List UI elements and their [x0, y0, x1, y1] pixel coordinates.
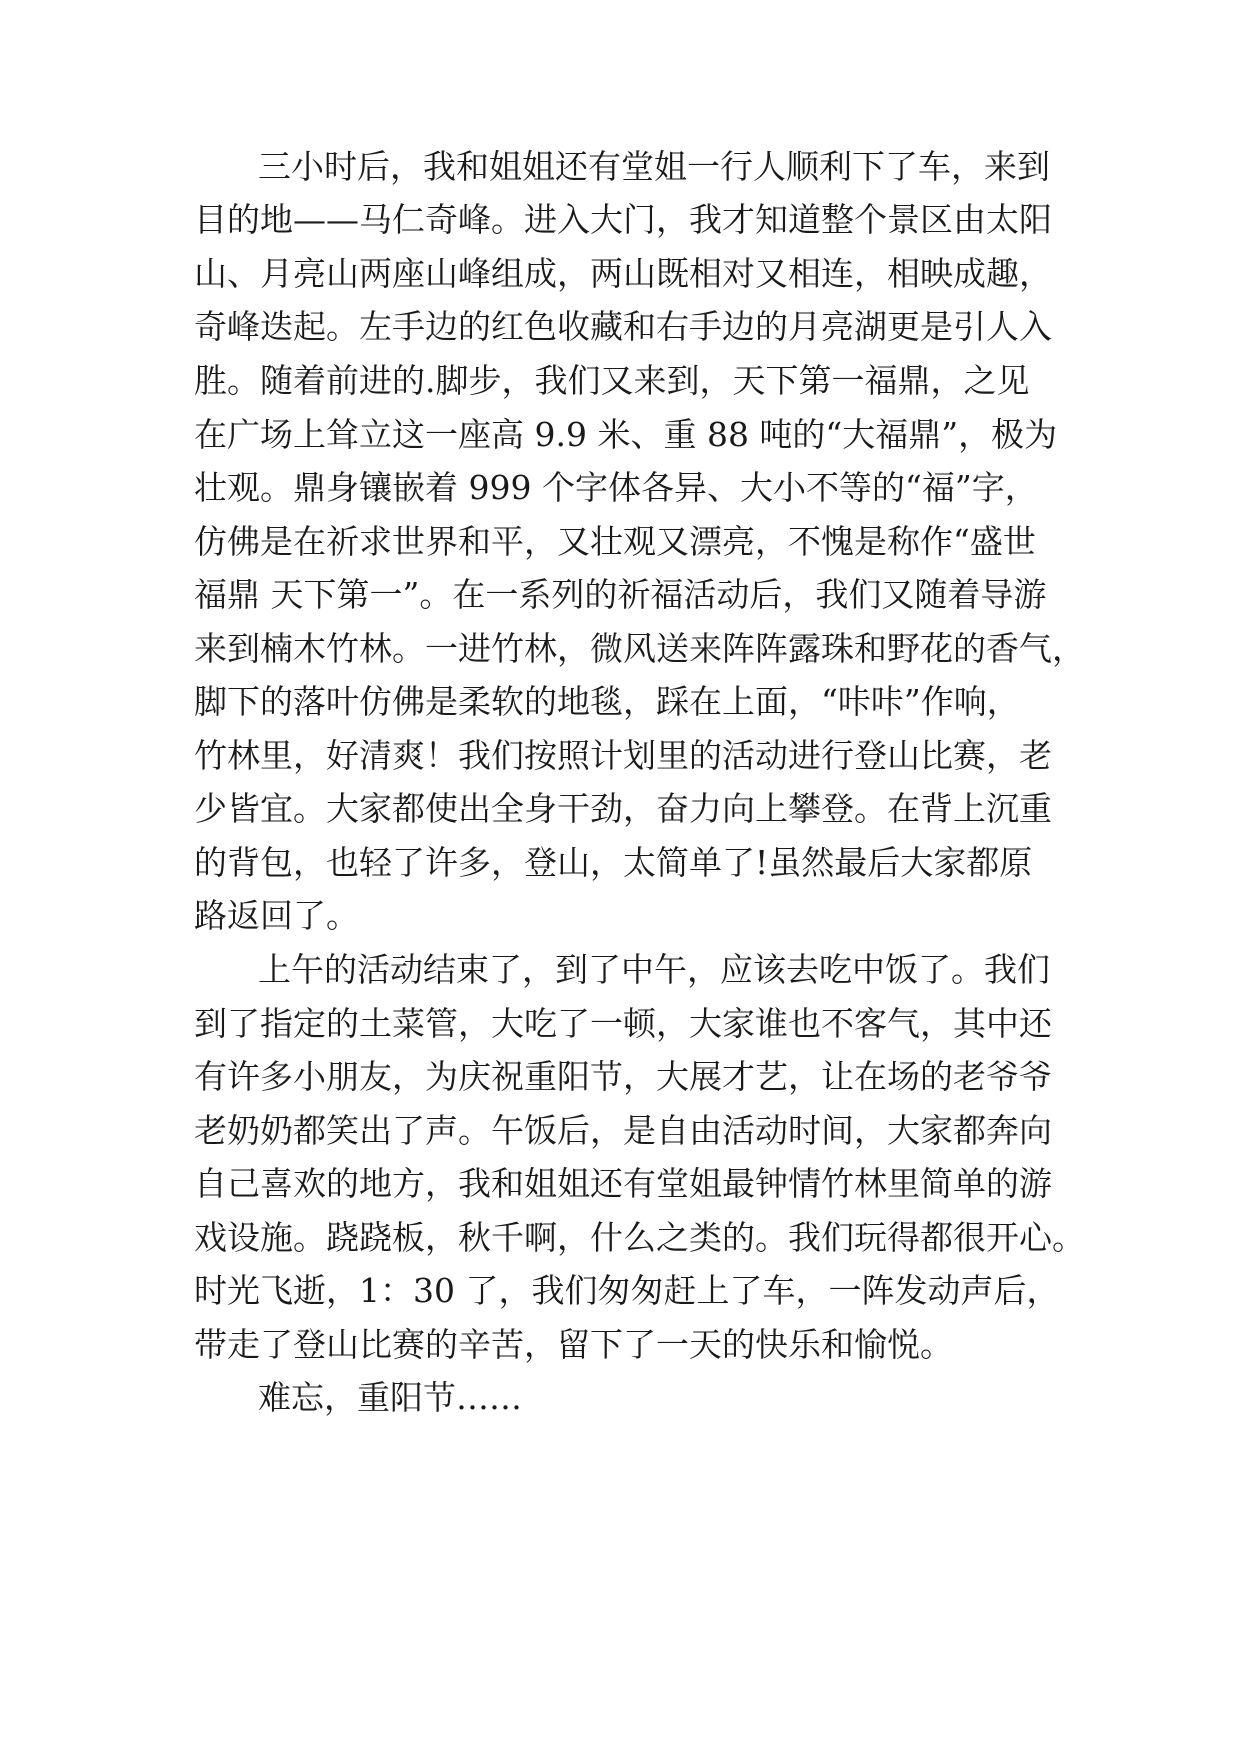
text-line: 上午的活动结束了，到了中午，应该去吃中饭了。我们: [258, 950, 1050, 989]
text-line: 竹林里，好清爽！我们按照计划里的活动进行登山比赛，老: [194, 736, 1052, 775]
text-line: 到了指定的土菜管，大吃了一顿，大家谁也不客气，其中还: [194, 1004, 1052, 1043]
text-line: 山、月亮山两座山峰组成，两山既相对又相连，相映成趣，: [194, 254, 1052, 293]
text-line: 三小时后，我和姐姐还有堂姐一行人顺利下了车，来到: [258, 147, 1050, 186]
text-line: 带走了登山比赛的辛苦，留下了一天的快乐和愉悦。: [194, 1325, 953, 1364]
text-line: 难忘，重阳节……: [258, 1378, 522, 1417]
text-line: 自己喜欢的地方，我和姐姐还有堂姐最钟情竹林里简单的游: [194, 1164, 1052, 1203]
text-line: 的背包，也轻了许多，登山，太简单了!虽然最后大家都原: [194, 843, 1033, 882]
text-line: 来到楠木竹林。一进竹林，微风送来阵阵露珠和野花的香气，: [194, 629, 1085, 668]
text-line: 胜。随着前进的.脚步，我们又来到，天下第一福鼎，之见: [194, 361, 1030, 400]
text-line: 时光飞逝，1：30 了，我们匆匆赶上了车，一阵发动声后，: [194, 1271, 1060, 1310]
text-line: 奇峰迭起。左手边的红色收藏和右手边的月亮湖更是引人入: [194, 307, 1052, 346]
text-line: 路返回了。: [194, 896, 359, 935]
text-line: 有许多小朋友，为庆祝重阳节，大展才艺，让在场的老爷爷: [194, 1057, 1052, 1096]
text-line: 仿佛是在祈求世界和平，又壮观又漂亮，不愧是称作“盛世: [194, 522, 1036, 561]
text-line: 在广场上耸立这一座高 9.9 米、重 88 吨的“大福鼎”，极为: [194, 415, 1058, 454]
text-line: 戏设施。跷跷板，秋千啊，什么之类的。我们玩得都很开心。: [194, 1218, 1085, 1257]
text-line: 福鼎 天下第一”。在一系列的祈福活动后，我们又随着导游: [194, 575, 1047, 614]
text-line: 老奶奶都笑出了声。午饭后，是自由活动时间，大家都奔向: [194, 1111, 1052, 1150]
text-line: 少皆宜。大家都使出全身干劲，奋力向上攀登。在背上沉重: [194, 789, 1052, 828]
text-line: 壮观。鼎身镶嵌着 999 个字体各异、大小不等的“福”字，: [194, 468, 1038, 507]
text-line: 目的地——马仁奇峰。进入大门，我才知道整个景区由太阳: [194, 200, 1052, 239]
text-line: 脚下的落叶仿佛是柔软的地毯，踩在上面，“咔咔”作响，: [194, 682, 1020, 721]
